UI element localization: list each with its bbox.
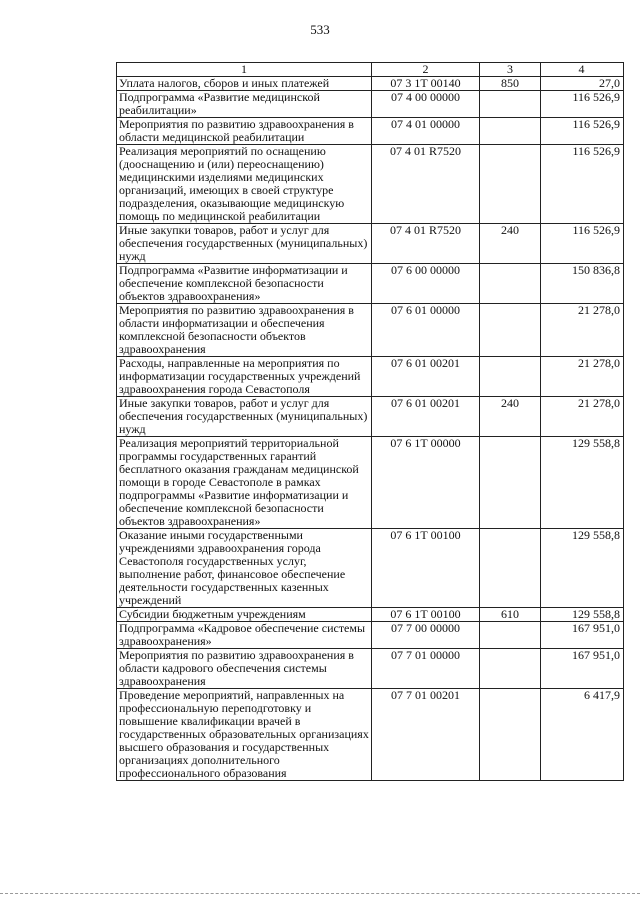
row-name-cell: Иные закупки товаров, работ и услуг для обеспечения государственных (муниципальных) нужд xyxy=(117,397,372,437)
row-code-cell: 07 4 00 00000 xyxy=(372,91,480,118)
row-name-cell: Расходы, направленные на мероприятия по информатизации государственных учреждений здравоохранения города Севастополя xyxy=(117,357,372,397)
header-cell-4: 4 xyxy=(541,63,624,77)
row-name-cell: Мероприятия по развитию здравоохранения в области информатизации и обеспечения комплексной безопасности объектов здравоохранения xyxy=(117,304,372,357)
row-code-cell: 07 4 01 R7520 xyxy=(372,224,480,264)
table-row xyxy=(117,397,624,437)
table-row xyxy=(117,304,624,357)
row-type-cell xyxy=(480,622,541,649)
row-code-cell: 07 7 01 00201 xyxy=(372,689,480,781)
row-name-cell: Реализация мероприятий территориальной программы государственных гарантий бесплатного оказания гражданам медицинской помощи в городе Севастополе в рамках подпрограммы «Развитие информатизации и обеспечение комплексной безопасности объектов здравоохранения» xyxy=(117,437,372,529)
row-code-cell: 07 6 1Т 00100 xyxy=(372,608,480,622)
row-code-cell: 07 6 1Т 00100 xyxy=(372,529,480,608)
row-type-cell: 240 xyxy=(480,224,541,264)
row-type-cell xyxy=(480,91,541,118)
row-name-cell: Подпрограмма «Развитие медицинской реабилитации» xyxy=(117,91,372,118)
table-row xyxy=(117,622,624,649)
row-sum-cell: 129 558,8 xyxy=(541,437,624,529)
row-sum-cell: 167 951,0 xyxy=(541,649,624,689)
row-type-cell xyxy=(480,118,541,145)
row-name-cell: Мероприятия по развитию здравоохранения в области медицинской реабилитации xyxy=(117,118,372,145)
row-sum-cell: 116 526,9 xyxy=(541,145,624,224)
row-sum-cell: 129 558,8 xyxy=(541,529,624,608)
row-sum-cell: 129 558,8 xyxy=(541,608,624,622)
budget-table-container xyxy=(116,62,624,781)
row-sum-cell: 6 417,9 xyxy=(541,689,624,781)
table-header-row xyxy=(117,63,624,77)
row-type-cell: 240 xyxy=(480,397,541,437)
row-sum-cell: 150 836,8 xyxy=(541,264,624,304)
row-code-cell: 07 4 01 00000 xyxy=(372,118,480,145)
page-number: 533 xyxy=(310,22,330,37)
row-code-cell: 07 6 01 00000 xyxy=(372,304,480,357)
row-name-cell: Субсидии бюджетным учреждениям xyxy=(117,608,372,622)
row-type-cell xyxy=(480,264,541,304)
row-code-cell: 07 6 01 00201 xyxy=(372,357,480,397)
row-code-cell: 07 7 00 00000 xyxy=(372,622,480,649)
table-row xyxy=(117,437,624,529)
row-name-cell: Оказание иными государственными учреждениями здравоохранения города Севастополя государственных услуг, выполнение работ, финансовое обеспечение деятельности государственных казенных учреждений xyxy=(117,529,372,608)
table-row xyxy=(117,608,624,622)
header-cell-3: 3 xyxy=(480,63,541,77)
row-code-cell: 07 4 01 R7520 xyxy=(372,145,480,224)
row-code-cell: 07 6 00 00000 xyxy=(372,264,480,304)
header-cell-2: 2 xyxy=(372,63,480,77)
row-sum-cell: 21 278,0 xyxy=(541,357,624,397)
row-name-cell: Подпрограмма «Развитие информатизации и обеспечение комплексной безопасности объектов здравоохранения» xyxy=(117,264,372,304)
row-sum-cell: 27,0 xyxy=(541,77,624,91)
table-row xyxy=(117,145,624,224)
row-type-cell xyxy=(480,689,541,781)
row-type-cell xyxy=(480,529,541,608)
row-name-cell: Мероприятия по развитию здравоохранения в области кадрового обеспечения системы здравоохранения xyxy=(117,649,372,689)
row-sum-cell: 21 278,0 xyxy=(541,304,624,357)
row-name-cell: Проведение мероприятий, направленных на профессиональную переподготовку и повышение квалификации врачей в государственных образовательных организациях высшего образования и государственных организациях дополнительного профессионального образования xyxy=(117,689,372,781)
row-type-cell: 850 xyxy=(480,77,541,91)
table-row xyxy=(117,224,624,264)
row-code-cell: 07 6 01 00201 xyxy=(372,397,480,437)
row-name-cell: Реализация мероприятий по оснащению (дооснащению и (или) переоснащению) медицинскими изделиями медицинских организаций, имеющих в своей структуре подразделения, оказывающие медицинскую помощь по медицинской реабилитации xyxy=(117,145,372,224)
row-type-cell xyxy=(480,145,541,224)
page-bottom-rule xyxy=(0,893,640,894)
budget-table xyxy=(116,62,624,781)
table-row xyxy=(117,118,624,145)
table-row xyxy=(117,91,624,118)
row-type-cell: 610 xyxy=(480,608,541,622)
header-cell-1: 1 xyxy=(117,63,372,77)
row-type-cell xyxy=(480,649,541,689)
row-type-cell xyxy=(480,304,541,357)
row-type-cell xyxy=(480,437,541,529)
row-sum-cell: 116 526,9 xyxy=(541,224,624,264)
row-sum-cell: 116 526,9 xyxy=(541,91,624,118)
row-code-cell: 07 3 1Т 00140 xyxy=(372,77,480,91)
table-row xyxy=(117,649,624,689)
row-sum-cell: 21 278,0 xyxy=(541,397,624,437)
table-row xyxy=(117,264,624,304)
row-name-cell: Уплата налогов, сборов и иных платежей xyxy=(117,77,372,91)
row-sum-cell: 116 526,9 xyxy=(541,118,624,145)
table-row xyxy=(117,77,624,91)
table-row xyxy=(117,529,624,608)
table-row xyxy=(117,357,624,397)
row-type-cell xyxy=(480,357,541,397)
table-row xyxy=(117,689,624,781)
row-code-cell: 07 6 1Т 00000 xyxy=(372,437,480,529)
row-name-cell: Иные закупки товаров, работ и услуг для обеспечения государственных (муниципальных) нужд xyxy=(117,224,372,264)
row-name-cell: Подпрограмма «Кадровое обеспечение системы здравоохранения» xyxy=(117,622,372,649)
row-sum-cell: 167 951,0 xyxy=(541,622,624,649)
row-code-cell: 07 7 01 00000 xyxy=(372,649,480,689)
